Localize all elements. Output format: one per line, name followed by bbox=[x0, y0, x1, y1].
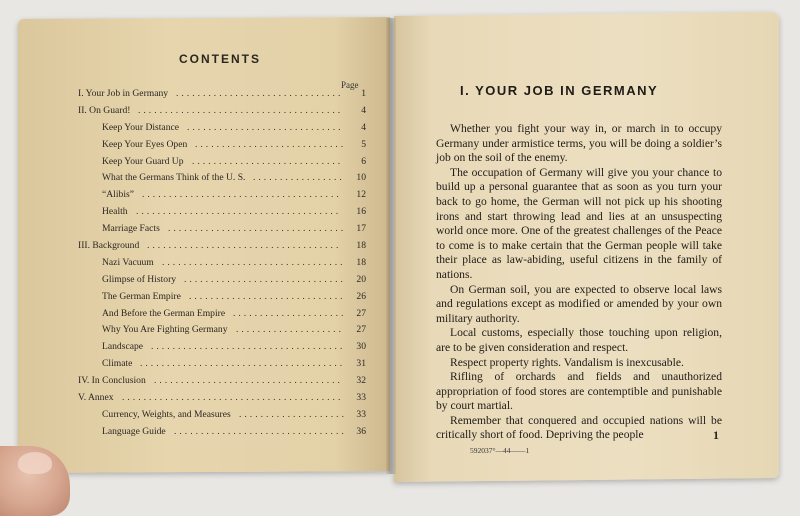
toc-entry-page: 12 bbox=[356, 189, 366, 201]
toc-entry-page: 5 bbox=[361, 138, 366, 150]
dot-leader: .................................... bbox=[147, 240, 342, 252]
toc-entry-label: Climate bbox=[102, 358, 133, 370]
toc-entry bbox=[78, 88, 366, 105]
dot-leader: ............................... bbox=[176, 88, 344, 99]
paragraph: Whether you fight your way in, or march in to occupy Germany under armistice terms, you will be doing a soldier’s job on the soil of the enemy. bbox=[436, 122, 722, 165]
toc-entry bbox=[78, 375, 366, 392]
dot-leader: .................... bbox=[236, 324, 344, 336]
paragraph: Respect property rights. Vandalism is inexcusable. bbox=[450, 355, 684, 369]
chapter-body-text bbox=[436, 122, 722, 443]
dot-leader: ................................. bbox=[168, 223, 347, 235]
toc-entry-page: 18 bbox=[356, 256, 366, 268]
toc-entry-label: “Alibis” bbox=[102, 189, 134, 201]
contents-heading: CONTENTS bbox=[179, 52, 261, 66]
toc-entry bbox=[78, 189, 366, 206]
dot-leader: ..................... bbox=[233, 307, 347, 319]
dot-leader: ..................................... bbox=[142, 189, 342, 201]
dot-leader: ......................................... bbox=[122, 392, 344, 404]
toc-entry bbox=[78, 358, 366, 375]
toc-entry bbox=[78, 156, 366, 173]
dot-leader: ............................. bbox=[189, 290, 346, 302]
page-number: 1 bbox=[713, 428, 719, 442]
toc-entry-page: 30 bbox=[356, 341, 366, 353]
table-of-contents bbox=[78, 88, 366, 443]
toc-entry-page: 27 bbox=[356, 307, 366, 319]
dot-leader: ...................................... bbox=[140, 358, 346, 370]
toc-entry-page: 16 bbox=[356, 206, 366, 218]
dot-leader: .................... bbox=[239, 408, 347, 420]
print-code: 592037°—44——1 bbox=[470, 446, 530, 455]
dot-leader: .................................. bbox=[162, 256, 346, 268]
dot-leader: ...................................... bbox=[138, 104, 344, 116]
page-column-label: Page bbox=[341, 80, 359, 90]
toc-entry-page: 4 bbox=[361, 121, 366, 133]
toc-entry-label: III. Background bbox=[78, 240, 140, 252]
paragraph: On German soil, you are expected to observe local laws and regulations except as modified or amended by your own military authority. bbox=[436, 282, 722, 325]
dot-leader: ...................................... bbox=[136, 206, 342, 218]
paragraph: Rifling of orchards and fields and unauthorized appropriation of food stores are contemptible and punishable by court martial. bbox=[436, 370, 722, 413]
toc-entry bbox=[78, 308, 366, 325]
toc-entry-label: Keep Your Eyes Open bbox=[102, 138, 188, 150]
toc-entry-label: V. Annex bbox=[78, 392, 114, 404]
toc-entry bbox=[78, 139, 366, 156]
dot-leader: ................................... bbox=[154, 375, 343, 387]
toc-entry-page: 36 bbox=[356, 425, 366, 437]
toc-entry bbox=[78, 206, 366, 223]
toc-entry-page: 4 bbox=[361, 104, 366, 116]
toc-entry-label: Keep Your Distance bbox=[102, 121, 180, 133]
toc-entry bbox=[78, 105, 366, 122]
toc-entry-page: 6 bbox=[361, 155, 366, 167]
toc-entry bbox=[78, 324, 366, 341]
toc-entry bbox=[78, 341, 366, 358]
toc-entry-label: Health bbox=[102, 206, 128, 218]
paragraph: Remember that conquered and occupied nations will be critically short of food. Depriving the people bbox=[436, 413, 722, 442]
chapter-title: I. YOUR JOB IN GERMANY bbox=[460, 83, 659, 98]
dot-leader: ............................ bbox=[195, 138, 347, 150]
toc-entry-page: 31 bbox=[356, 358, 366, 370]
toc-entry-page: 32 bbox=[356, 375, 366, 387]
toc-entry-label: Language Guide bbox=[102, 425, 166, 437]
toc-entry-page: 27 bbox=[356, 324, 366, 336]
paragraph: The occupation of Germany will give you your chance to build up a personal guarantee that as soon as you turn your back to go home, the German will not pick up his shooting irons and start throwing lead and lies at an unsuspecting world once more. One of the greatest challenges of the Peace to come is to make certain that the German people will take their place as law-abiding, useful citizens in the family of nations. bbox=[436, 165, 722, 281]
toc-entry-label: IV. In Conclusion bbox=[78, 375, 146, 387]
toc-entry-label: Keep Your Guard Up bbox=[102, 155, 184, 167]
toc-entry bbox=[78, 426, 366, 443]
dot-leader: ................. bbox=[253, 172, 345, 184]
toc-entry-page: 26 bbox=[356, 290, 366, 302]
toc-entry bbox=[78, 291, 366, 308]
toc-entry bbox=[78, 240, 366, 257]
toc-entry bbox=[78, 122, 366, 139]
toc-entry-label: What the Germans Think of the U. S. bbox=[102, 172, 246, 184]
toc-entry-label: Why You Are Fighting Germany bbox=[102, 324, 228, 336]
toc-entry-label: Marriage Facts bbox=[102, 223, 160, 235]
book-gutter bbox=[386, 18, 396, 474]
toc-entry-page: 10 bbox=[356, 172, 366, 184]
dot-leader: ............................ bbox=[192, 155, 344, 167]
toc-entry-label: Currency, Weights, and Measures bbox=[102, 408, 231, 420]
toc-entry bbox=[78, 392, 366, 409]
toc-entry bbox=[78, 172, 366, 189]
dot-leader: .................................... bbox=[151, 341, 346, 353]
toc-entry-page: 33 bbox=[356, 392, 366, 404]
toc-entry-label: II. On Guard! bbox=[78, 104, 131, 116]
paragraph: Local customs, especially those touching upon religion, are to be given consideration and respect. bbox=[436, 326, 722, 354]
toc-entry-page: 18 bbox=[356, 240, 366, 252]
toc-entry-page: 1 bbox=[361, 88, 366, 99]
toc-entry bbox=[78, 409, 366, 426]
toc-entry-label: And Before the German Empire bbox=[102, 307, 226, 319]
toc-entry-label: Landscape bbox=[102, 341, 144, 353]
toc-entry bbox=[78, 223, 366, 240]
toc-entry-label: I. Your Job in Germany bbox=[78, 88, 169, 99]
toc-entry-page: 17 bbox=[356, 223, 366, 235]
thumbnail bbox=[18, 452, 52, 474]
toc-entry-label: Nazi Vacuum bbox=[102, 256, 154, 268]
toc-entry-label: The German Empire bbox=[102, 290, 181, 302]
dot-leader: ............................. bbox=[187, 121, 344, 133]
toc-entry bbox=[78, 257, 366, 274]
toc-entry-page: 20 bbox=[356, 273, 366, 285]
dot-leader: ................................ bbox=[174, 425, 347, 437]
toc-entry bbox=[78, 274, 366, 291]
dot-leader: .............................. bbox=[184, 273, 346, 285]
toc-entry-label: Glimpse of History bbox=[102, 273, 177, 285]
toc-entry-page: 33 bbox=[356, 408, 366, 420]
